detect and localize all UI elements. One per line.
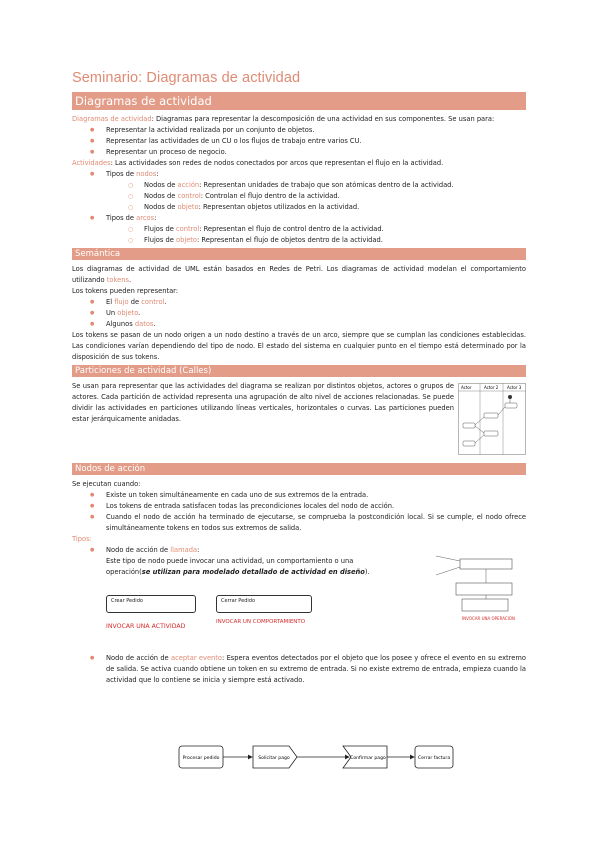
caption-invocar-comportamiento: INVOCAR UN COMPORTAMIENTO	[216, 619, 306, 625]
section-heading-diagramas: Diagramas de actividad	[72, 92, 526, 110]
list-item: ● Representar un proceso de negocio.	[72, 147, 526, 158]
list-item: ○ Flujos de control: Representan el flujo de control dentro de la actividad.	[72, 224, 526, 235]
operation-diagram	[432, 553, 526, 623]
llamada-text: Este tipo de nodo puede invocar una actividad, un comportamiento o una	[106, 557, 354, 565]
list-item: ● Nodo de acción de aceptar evento: Espera eventos detectados por el objeto que los posee y ofrece el evento en su extremo de salida. Se activa cuando obtiene un token en su extremo de entrada. Si no existe extremo de entrada, empieza cuando la actividad que lo contiene se inicia y siempre está activado.	[72, 653, 526, 686]
accept-event-flow-diagram	[177, 742, 457, 772]
partition-label-3: Actor 3	[507, 385, 522, 390]
nodos-accion-intro: Se ejecutan cuando:	[72, 480, 141, 488]
crear-pedido-node: Crear Pedido	[106, 595, 196, 613]
particiones-paragraph: Se usan para representar que las actividades del diagrama se realizan por distintos objetos, actores o grupos de actores. Cada partición de actividad representa una agrupación de alto nivel de acciones relacionadas. Se puede dividir las actividades en particiones utilizando líneas verticales, horizontales o curvas. Las particiones pueden estar jerárquicamente anidadas.	[72, 382, 454, 423]
nodos-list	[72, 180, 526, 213]
section-heading-nodos-accion: Nodos de acción	[72, 463, 526, 475]
caption-invocar-actividad: INVOCAR UNA ACTIVIDAD	[106, 623, 186, 630]
flow-node-cerrar: Cerrar factura	[417, 756, 451, 761]
section-heading-semantica: Semántica	[72, 248, 526, 260]
list-item: ● Representar las actividades de un CU o los flujos de trabajo entre varios CU.	[72, 136, 526, 147]
tokens-list	[72, 297, 526, 330]
list-item: ○ Nodos de control: Controlan el flujo dentro de la actividad.	[72, 191, 526, 202]
flow-node-procesar: Procesar pedido	[182, 756, 220, 761]
list-item: ○ Nodos de objeto: Representan objetos utilizados en la actividad.	[72, 202, 526, 213]
actividades-paragraph: Actividades: Las actividades son redes de nodos conectados por arcos que representan el flujo en la actividad.	[72, 159, 444, 167]
partition-label-2: Actor 2	[484, 385, 499, 390]
flow-node-confirmar: Confirmar pago	[350, 756, 386, 761]
list-item: ○ Flujos de objeto: Representan el flujo de objetos dentro de la actividad.	[72, 235, 526, 246]
list-item: ● Nodo de acción de llamada:	[72, 545, 526, 556]
cerrar-pedido-node: Cerrar Pedido	[216, 595, 312, 613]
arcos-list	[72, 224, 526, 246]
list-item: ● Tipos de arcos:	[72, 213, 526, 224]
list-item: ● Los tokens de entrada satisfacen todas las precondiciones locales del nodo de acción.	[72, 501, 526, 512]
list-item: ● Existe un token simultáneamente en cada uno de sus extremos de la entrada.	[72, 490, 526, 501]
tipos-label: Tipos:	[72, 535, 92, 543]
semantica-paragraph-3: Los tokens se pasan de un nodo origen a un nodo destino a través de un arco, siempre que se cumplan las condiciones establecidas. Las condiciones varían dependiendo del tipo de nodo. El estado del sistema en cualquier punto en el tiempo está determinado por la disposición de sus tokens.	[72, 331, 526, 361]
flow-node-solicitar: Solicitar pago	[258, 756, 290, 761]
partition-label-1: Actor	[461, 385, 472, 390]
list-item: ● Tipos de nodos:	[72, 169, 526, 180]
list-item: ● Cuando el nodo de acción ha terminado de ejecutarse, se comprueba la postcondición local. Si se cumple, el nodo ofrece simultáneamente tokens en todos sus extremos de salida.	[72, 512, 526, 534]
caption-invocar-operacion: INVOCAR UNA OPERACIÓN	[462, 616, 515, 621]
list-item: ● Un objeto.	[72, 308, 526, 319]
conditions-list	[72, 490, 526, 534]
list-item: ○ Nodos de acción: Representan unidades de trabajo que son atómicas dentro de la actividad.	[72, 180, 526, 191]
document-page	[72, 70, 526, 761]
semantica-paragraph: Los diagramas de actividad de UML están basados en Redes de Petri. Los diagramas de actividad modelan el comportamiento utilizando tokens.	[72, 265, 526, 284]
llamada-text-2: operación(se utilizan para modelado detallado de actividad en diseño).	[106, 568, 370, 576]
partitions-diagram	[458, 383, 526, 455]
section-heading-particiones: Particiones de actividad (Calles)	[72, 365, 526, 377]
page-title: Seminario: Diagramas de actividad	[72, 70, 301, 86]
uses-list	[72, 125, 526, 158]
list-item: ● Algunos datos.	[72, 319, 526, 330]
definition-term: Diagramas de actividad	[72, 115, 152, 123]
semantica-paragraph-2: Los tokens pueden representar:	[72, 287, 179, 295]
list-item: ● El flujo de control.	[72, 297, 526, 308]
list-item: ● Representar la actividad realizada por un conjunto de objetos.	[72, 125, 526, 136]
definition-paragraph: Diagramas de actividad: Diagramas para representar la descomposición de una actividad en sus componentes. Se usan para:	[72, 115, 495, 123]
